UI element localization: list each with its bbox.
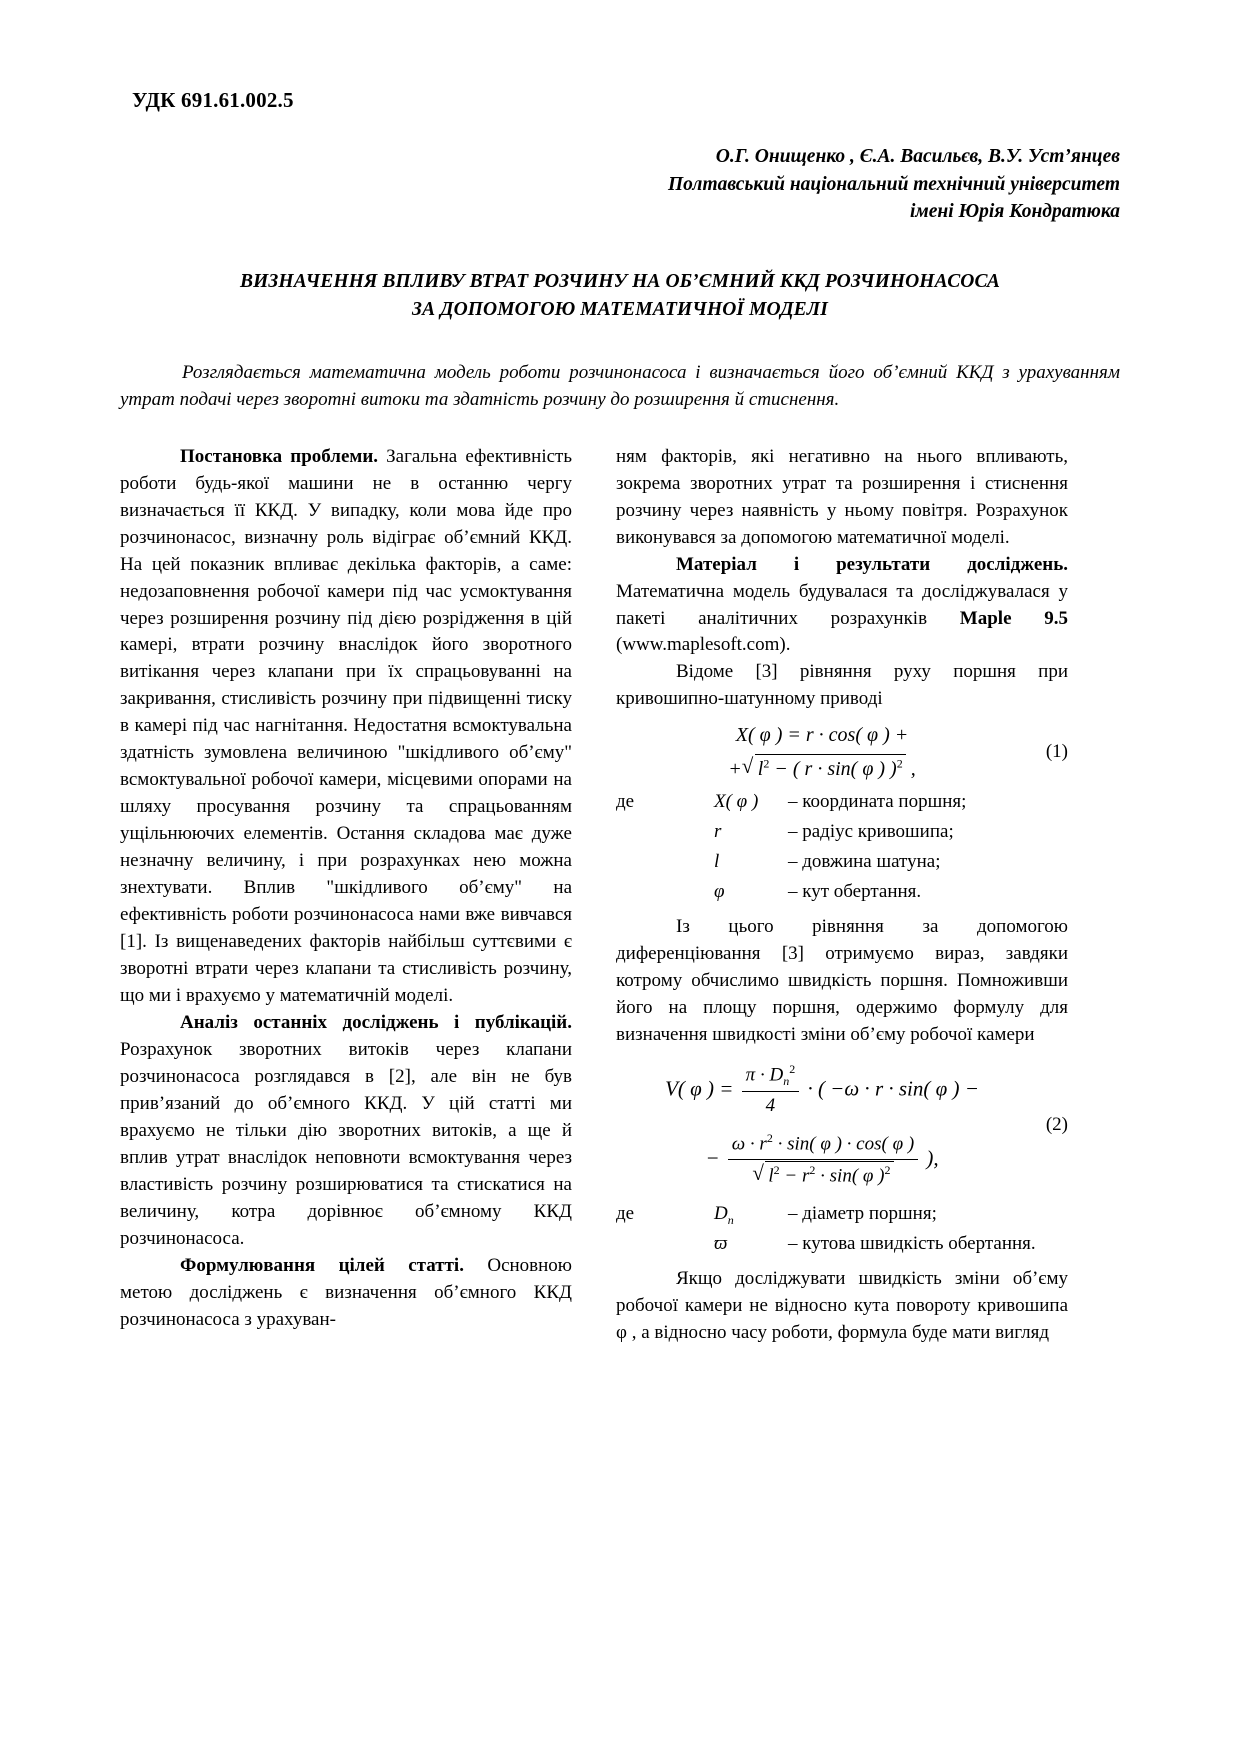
definition-desc: – діаметр поршня; <box>788 1202 937 1224</box>
formula-1-number: (1) <box>1045 740 1068 762</box>
definition-desc: – кутова швидкість обертання. <box>788 1233 1036 1255</box>
formula-2-body <box>616 1061 1028 1191</box>
definition-term: X( φ ) <box>714 791 759 813</box>
paragraph-final: Якщо досліджувати швидкість зміни об’єму робочої камери не відносно кута повороту кривошипа φ , а відносно часу роботи, формула буде мати вигляд <box>616 1268 1068 1344</box>
definition-row <box>616 789 1068 816</box>
title-line-2: ЗА ДОПОМОГОЮ МАТЕМАТИЧНОЇ МОДЕЛІ <box>412 299 828 321</box>
definitions-1 <box>616 789 1068 906</box>
definition-desc: – кут обертання. <box>788 881 922 903</box>
fraction-2: $\omega \cdot r^2 \cdot \sin$( φ ) · cos( φ ) √ $l^2 - r^2 \cdot \sin$( φ )$^2$ <box>728 1130 918 1191</box>
paragraph-known-equation: Відоме [3] рівняння руху поршня при кривошипно-шатунному приводі <box>616 661 1068 710</box>
authors-block <box>120 143 1120 226</box>
fraction-1: $\frac{\pi \cdot D_n^2}{4}$ <box>742 1061 800 1120</box>
formula-1 <box>616 721 1068 783</box>
definition-desc: – координата поршня; <box>788 791 967 813</box>
formula-2-line-1: V( φ ) = $\frac{\pi \cdot D_n^2}{4}$ · ( −ω · r · sin( φ ) − <box>616 1061 1028 1120</box>
paragraph-goals <box>120 1253 572 1334</box>
paragraph-derivation: Із цього рівняння за допомогою диференціювання [3] отримуємо вираз, завдяки котрому обчислимо швидкість поршня. Помноживши його на площу поршня, одержимо формулу для визначення швидкості зміни об’єму робочої камери <box>616 916 1068 1045</box>
text-goals: Основною метою досліджень є визначення об’ємного ККД розчинонасоса з урахуван- <box>120 1254 573 1330</box>
abstract: Розглядається математична модель роботи розчинонасоса і визначається його об’ємний ККД з урахуванням утрат подачі через зворотні витоки та здатність розчину до розширення й стиснення. <box>120 361 1120 411</box>
definitions-2 <box>616 1201 1068 1259</box>
paragraph-continuation: ням факторів, які негативно на нього впливають, зокрема зворотних утрат та розширення і стиснення розчину через наявність у ньому повітря. Розрахунок виконувався за допомогою математичної моделі. <box>616 445 1068 548</box>
paragraph-materials-results <box>616 552 1068 660</box>
author-names: О.Г. Онищенко , Є.А. Васильєв, В.У. Уст’янцев <box>715 146 1120 167</box>
page-title <box>160 268 1080 325</box>
definition-term: l <box>714 851 720 873</box>
definition-desc: – радіус кривошипа; <box>788 821 954 843</box>
definition-label: де <box>616 1202 635 1224</box>
definition-row: ϖ – кутова швидкість обертання. <box>714 1233 1036 1255</box>
text-literature-review: Розрахунок зворотних витоків через клапани розчинонасоса розглядався в [2], але він не був прив’язаний до об’ємного ККД. У цій статті ми врахуємо не тільки дію зворотних витоків, а ще й вплив утрат внаслідок неповноти всмоктування через властивість розчину розширюватися та стискатися на величину, котра дорівнює об’ємному ККД розчинонасоса. <box>120 1039 572 1249</box>
title-line-1: ВИЗНАЧЕННЯ ВПЛИВУ ВТРАТ РОЗЧИНУ НА ОБ’ЄМНИЙ ККД РОЗЧИНОНАСОСА <box>240 271 1000 293</box>
definition-term: r <box>714 821 722 843</box>
definition-desc: – довжина шатуна; <box>788 851 941 873</box>
formula-1-body <box>616 721 1028 783</box>
definition-row <box>616 879 1068 906</box>
definition-row <box>616 819 1068 846</box>
udk-code: УДК 691.61.002.5 <box>132 88 294 112</box>
heading-literature-review: Аналіз останніх досліджень і публікацій. <box>180 1012 572 1034</box>
definition-row <box>616 849 1068 876</box>
definition-row: де $D_n$ – діаметр поршня; <box>616 1202 937 1227</box>
left-column <box>120 444 572 1334</box>
right-column <box>616 444 1068 1348</box>
affiliation-line-2: імені Юрія Кондратюка <box>909 201 1120 223</box>
software-name: Maple 9.5 <box>959 607 1069 629</box>
heading-problem-statement: Постановка проблеми. <box>180 445 379 467</box>
heading-materials-results: Матеріал і результати досліджень. <box>676 553 1068 575</box>
text-problem-statement: Загальна ефективність роботи будь-якої машини не в останню чергу визначається її ККД. У випадку, коли мова йде про розчинонасос, визначну роль відіграє об’ємний ККД. На цей показник впливає декілька факторів, а саме: недозаповнення робочої камери під час усмоктування через розширення розчину під дією розрідження в цій камері, втрати розчину внаслідок його зворотного витікання через клапани при їх спрацьовуванні на закривання, стисливість розчину при підвищенні тиску в камері під час нагнітання. Недостатня всмоктувальна здатність зумовлена величиною "шкідливого об’єму" всмоктувальної робочої камери, місцевими опорами на шляху просування розчину та спрацьованням ущільнюючих елементів. Остання складова має дуже незначну величину, і при розрахунках нею можна знехтувати. Вплив "шкідливого об’єму" на ефективність роботи розчинонасоса нами вже вивчався [1]. Із вищенаведених факторів найбільш суттєвими є зворотні втрати через клапани та стисливість розчину, що ми і врахуємо у математичній моделі. <box>120 445 572 1007</box>
body-columns <box>120 444 1120 1348</box>
formula-1-line-1: X( φ ) = r · cos( φ ) + <box>735 724 909 747</box>
text-materials-b: (www.maplesoft.com). <box>616 634 791 656</box>
formula-2-number: (2) <box>1045 1114 1068 1136</box>
paragraph-problem-statement <box>120 444 572 1010</box>
affiliation-line-1: Полтавський національний технічний університет <box>668 173 1120 195</box>
definition-label: де <box>616 791 635 813</box>
heading-goals: Формулювання цілей статті. <box>180 1254 464 1276</box>
definition-term: φ <box>714 881 725 903</box>
text-materials-a: Математична модель будувалася та досліджувалася у пакеті аналітичних розрахунків <box>616 580 1068 629</box>
formula-2-line-2: − $\omega \cdot r^2 \cdot \sin$( φ ) · cos( φ ) √ $l^2 - r^2 \cdot \sin$( φ )$^2$ ), <box>616 1130 1028 1191</box>
paragraph-literature-review <box>120 1010 572 1253</box>
formula-1-line-2: + √ $l^2$ − ( r · sin( φ ) )$^2$ , <box>616 754 1028 783</box>
formula-2 <box>616 1061 1068 1191</box>
